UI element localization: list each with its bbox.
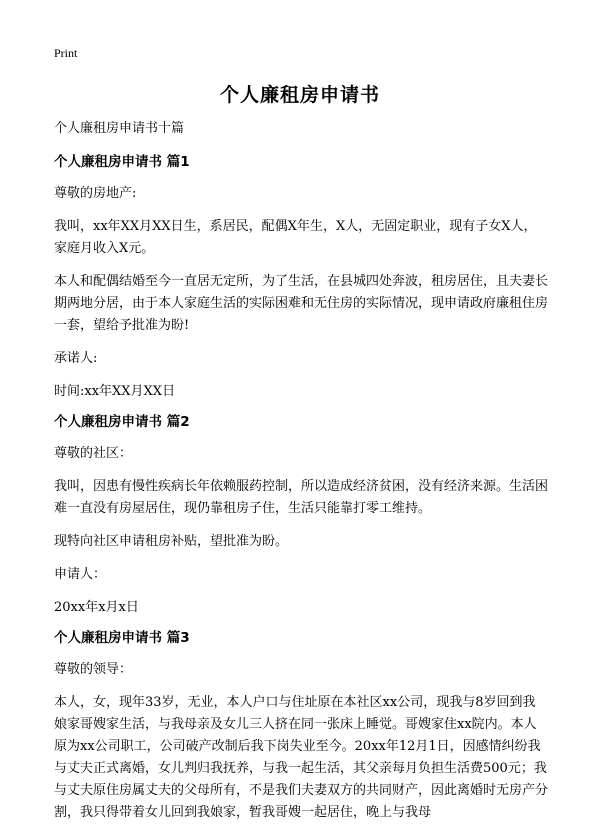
document-body xyxy=(54,118,548,835)
body-paragraph: 我叫，xx年XX月XX日生，系居民，配偶X年生，X人，无固定职业，现有子女X人，家庭月收入X元。 xyxy=(54,219,537,256)
print-link[interactable]: Print xyxy=(54,46,78,60)
body-paragraph: 本人，女，现年33岁，无业，本人户口与住址原在本社区xx公司，现我与8岁回到我娘家哥嫂家生活，与我母亲及女儿三人挤在同一张床上睡觉。哥嫂家住xx院内。本人原为xx公司职工，公司破产改制后我下岗失业至今。20xx年12月1日，因感情纠纷我与丈夫正式离婚，女儿判归我抚养，与我一起生活，其父亲每月负担生活费500元；我与丈夫原住房属丈夫的父母所有，不是我们夫妻双方的共同财产，因此离婚时无房产分割，我只得带着女儿回到我娘家，暂我哥嫂一起居住，晚上与我母 xyxy=(54,695,549,820)
body-paragraph: 本人和配偶结婚至今一直居无定所，为了生活，在县城四处奔波，租房居住，且夫妻长期两地分居，由于本人家庭生活的实际困难和无住房的实际情况，现申请政府廉租住房一套，望给予批准为盼! xyxy=(54,274,549,333)
page-title: 个人廉租房申请书 xyxy=(219,84,380,106)
section-heading: 个人廉租房申请书 篇2 xyxy=(54,414,190,430)
date-line: 时间:xx年XX月XX日 xyxy=(54,384,176,399)
signer-line: 申请人： xyxy=(54,567,107,582)
body-paragraph: 我叫，因患有慢性疾病长年依赖服药控制，所以造成经济贫困，没有经济来源。生活困难一直没有房屋居住，现仍靠租房子住，生活只能靠打零工维持。 xyxy=(54,479,549,516)
salutation: 尊敬的房地产: xyxy=(54,186,137,201)
section-heading: 个人廉租房申请书 篇1 xyxy=(54,154,190,170)
section-heading: 个人廉租房申请书 篇3 xyxy=(54,630,190,646)
document-subtitle: 个人廉租房申请书十篇 xyxy=(54,121,185,136)
body-paragraph: 现特向社区申请租房补贴，望批准为盼。 xyxy=(54,534,289,549)
salutation: 尊敬的领导： xyxy=(54,662,133,677)
date-line: 20xx年x月x日 xyxy=(54,600,139,615)
signer-line: 承诺人: xyxy=(54,351,98,366)
salutation: 尊敬的社区： xyxy=(54,446,133,461)
